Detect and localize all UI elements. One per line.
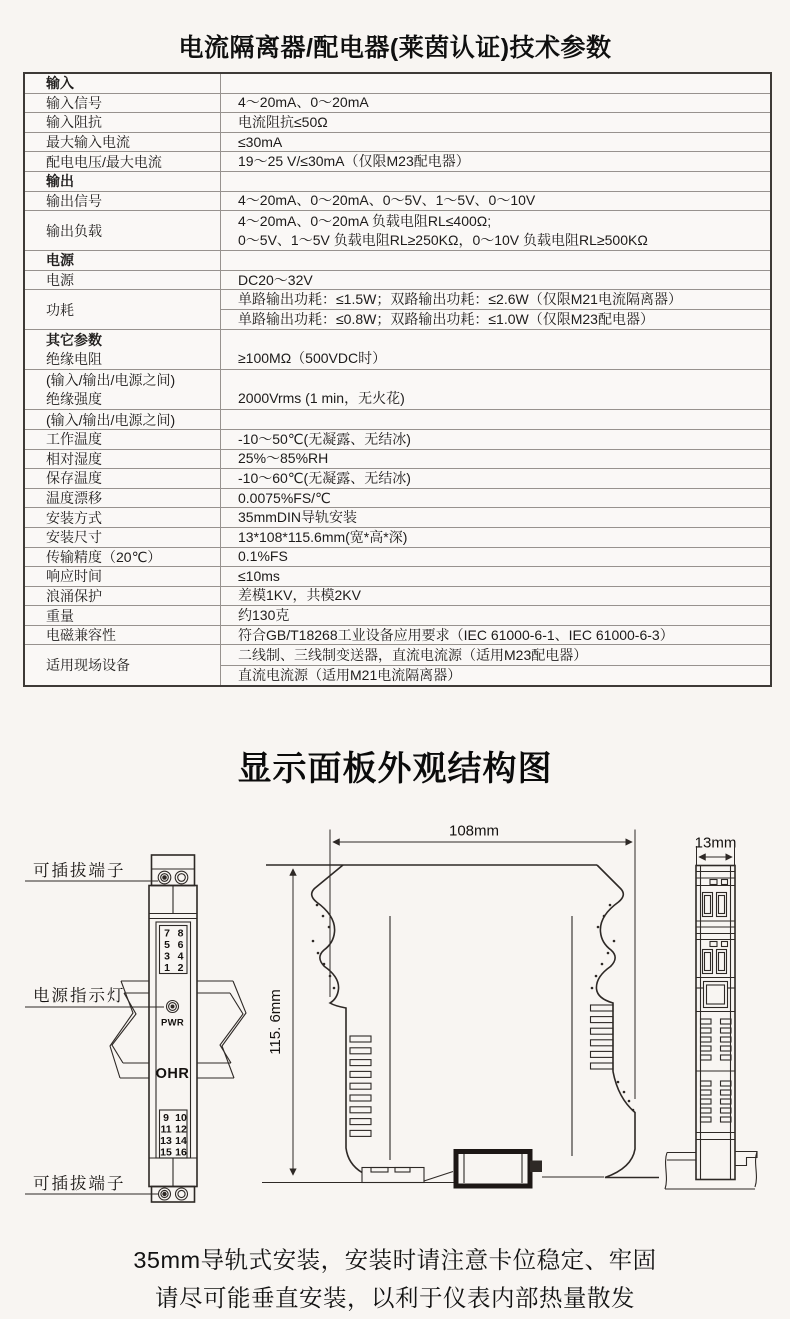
- spec-row: [25, 528, 770, 548]
- spec-value-line: 0.0075%FS/℃: [238, 489, 331, 506]
- spec-value: [221, 606, 770, 625]
- spec-value-line: 25%～85%RH: [238, 450, 329, 467]
- spec-value: [221, 410, 770, 429]
- installation-note: [0, 1241, 790, 1317]
- spec-value: [221, 548, 770, 567]
- latch-clip-icon: [456, 1152, 530, 1187]
- spec-value: [221, 567, 770, 586]
- spec-label: 响应时间: [25, 567, 221, 586]
- installation-note-line2: 请尽可能垂直安装，以利于仪表内部热量散发: [155, 1285, 635, 1311]
- side-view: [262, 823, 659, 1187]
- pin-number: 9: [163, 1112, 169, 1124]
- spec-label: 输入: [25, 74, 221, 93]
- vent-slots-left: [350, 1036, 371, 1136]
- spec-value-line: 差模1KV，共模2KV: [238, 587, 361, 604]
- spec-label: 输出信号: [25, 192, 221, 211]
- spec-label: 适用现场设备: [25, 645, 221, 685]
- pin-number: 11: [160, 1123, 172, 1136]
- spec-value: [221, 450, 770, 469]
- spec-value-line: 单路输出功耗：≤0.8W；双路输出功耗：≤1.0W（仅限M23配电器）: [238, 311, 654, 328]
- diagram-section-title: 显示面板外观结构图: [237, 750, 553, 788]
- dim-115mm-label: 115. 6mm: [267, 989, 284, 1055]
- spec-value: [221, 290, 770, 329]
- spec-label: 安装方式: [25, 508, 221, 527]
- spec-value: [221, 626, 770, 645]
- spec-value-line: 0.1%FS: [238, 548, 288, 565]
- vent-slots-right: [591, 1005, 614, 1069]
- din-rail-icon: [110, 981, 246, 1078]
- pin-number: 12: [175, 1123, 187, 1136]
- spec-row: [25, 271, 770, 291]
- spec-value: [221, 587, 770, 606]
- edge-view: [665, 835, 757, 1190]
- pin-number: 14: [175, 1135, 187, 1147]
- spec-label: 重量: [25, 606, 221, 625]
- spec-row: [25, 172, 770, 192]
- pin-number: 15: [160, 1146, 172, 1159]
- spec-value-line: 13*108*115.6mm(宽*高*深): [238, 528, 408, 545]
- spec-value: [221, 113, 770, 132]
- spec-value-line: 35mmDIN导轨安装: [238, 509, 358, 526]
- pin-number: 8: [177, 927, 184, 940]
- spec-row: [25, 152, 770, 172]
- spec-row: [25, 133, 770, 153]
- spec-value-line: 0～5V、1～5V 负载电阻RL≥250KΩ，0～10V 负载电阻RL≥500KΩ: [238, 231, 648, 248]
- spec-label: 输入信号: [25, 94, 221, 113]
- pin-number: 7: [164, 927, 170, 940]
- spec-value: [221, 330, 770, 369]
- brand-logo: OHR: [155, 1066, 190, 1082]
- spec-value-line: 4～20mA、0～20mA、0～5V、1～5V、0～10V: [238, 192, 536, 209]
- spec-value-line: ≥100MΩ（500VDC时）: [238, 350, 387, 367]
- spec-row: [25, 410, 770, 430]
- spec-label: 传输精度（20℃）: [25, 548, 221, 567]
- page-title: 电流隔离器/配电器(莱茵认证)技术参数: [178, 34, 612, 62]
- spec-value-line: 2000Vrms (1 min，无火花): [238, 390, 405, 407]
- spec-row: [25, 469, 770, 489]
- spec-value: [221, 192, 770, 211]
- spec-value: [221, 251, 770, 270]
- pin-number: 10: [175, 1112, 187, 1124]
- terminal-numbers-bottom: [160, 1110, 188, 1159]
- spec-value-line: ≤30mA: [238, 133, 283, 150]
- spec-label: 功耗: [25, 290, 221, 329]
- bottom-terminal-label: 可插拔端子: [33, 1175, 126, 1193]
- spec-value: [221, 528, 770, 547]
- spec-label: (输入/输出/电源之间): [25, 410, 221, 429]
- spec-row: [25, 450, 770, 470]
- pin-number: 6: [177, 939, 184, 951]
- spec-row: [25, 626, 770, 646]
- spec-value-line: 电流阻抗≤50Ω: [238, 113, 328, 130]
- spec-value-line: 4～20mA、0～20mA 负载电阻RL≤400Ω;: [238, 212, 492, 229]
- spec-value-line: 约130克: [238, 607, 290, 624]
- edge-din-rail-icon: [665, 1152, 757, 1190]
- spec-value-line: 直流电流源（适用M21电流隔离器）: [238, 667, 462, 684]
- spec-value-line: -10～60℃(无凝露、无结冰): [238, 469, 411, 486]
- pin-number: 5: [164, 939, 170, 951]
- spec-label: 输入阻抗: [25, 113, 221, 132]
- spec-value: [221, 172, 770, 191]
- spec-value: [221, 489, 770, 508]
- rail-latch: [262, 1152, 604, 1187]
- spec-label: 浪涌保护: [25, 587, 221, 606]
- dim-13mm-label: 13mm: [694, 834, 737, 852]
- spec-label: 保存温度: [25, 469, 221, 488]
- pin-number: 4: [177, 950, 184, 963]
- spec-value-line: 二线制、三线制变送器，直流电流源（适用M23配电器）: [221, 645, 770, 666]
- spec-label: 电磁兼容性: [25, 626, 221, 645]
- spec-row: [25, 567, 770, 587]
- spec-value: [221, 94, 770, 113]
- spec-row: [25, 94, 770, 114]
- front-view: [25, 855, 246, 1202]
- pin-number: 13: [160, 1135, 172, 1147]
- spec-row: [25, 587, 770, 607]
- spec-value: [221, 430, 770, 449]
- spec-label: 最大输入电流: [25, 133, 221, 152]
- terminal-numbers-top: [160, 926, 188, 975]
- spec-label: 温度漂移: [25, 489, 221, 508]
- spec-row: [25, 330, 770, 370]
- spec-label: 工作温度: [25, 430, 221, 449]
- dim-108mm-label: 108mm: [448, 822, 500, 840]
- power-led-icon: [167, 1001, 179, 1013]
- spec-value-line: 单路输出功耗：≤1.5W；双路输出功耗：≤2.6W（仅限M21电流隔离器）: [221, 290, 770, 310]
- spec-row: [25, 548, 770, 568]
- spec-value: [221, 133, 770, 152]
- spec-row: [25, 430, 770, 450]
- spec-label: 电源: [25, 251, 221, 270]
- pin-number: 1: [164, 962, 170, 974]
- structure-diagram: [0, 815, 790, 1215]
- spec-value-line: 19～25 V/≤30mA（仅限M23配电器）: [238, 153, 470, 170]
- spec-row: [25, 192, 770, 212]
- spec-value-line: -10～50℃(无凝露、无结冰): [238, 430, 411, 447]
- spec-value-line: 符合GB/T18268工业设备应用要求（IEC 61000-6-1、IEC 61000-6-3）: [238, 626, 674, 643]
- top-terminal-label: 可插拔端子: [33, 862, 126, 880]
- spec-value: [221, 469, 770, 488]
- spec-label: 输出负载: [25, 211, 221, 250]
- pin-number: 16: [175, 1146, 187, 1159]
- power-led-label: 电源指示灯: [33, 987, 126, 1005]
- spec-value: [221, 645, 770, 685]
- spec-row: [25, 508, 770, 528]
- break-dots: [312, 904, 635, 1112]
- spec-label: 配电电压/最大电流: [25, 152, 221, 171]
- spec-row: [25, 113, 770, 133]
- spec-row: [25, 251, 770, 271]
- spec-value: [221, 370, 770, 409]
- spec-value-line: DC20～32V: [238, 271, 313, 288]
- spec-value: [221, 211, 770, 250]
- spec-label: 输出: [25, 172, 221, 191]
- spec-row: [25, 606, 770, 626]
- spec-label: 其它参数 绝缘电阻: [25, 330, 221, 369]
- spec-label: 安装尺寸: [25, 528, 221, 547]
- spec-row: [25, 370, 770, 410]
- pin-number: 3: [164, 950, 170, 963]
- spec-value: [221, 74, 770, 93]
- spec-value-line: ≤10ms: [238, 567, 280, 584]
- led-label: PWR: [160, 1017, 185, 1029]
- spec-row: [25, 211, 770, 251]
- spec-value-line: 4～20mA、0～20mA: [238, 94, 369, 111]
- spec-label: 电源: [25, 271, 221, 290]
- installation-note-line1: 35mm导轨式安装，安装时请注意卡位稳定、牢固: [133, 1247, 657, 1273]
- spec-value: [221, 152, 770, 171]
- spec-row: [25, 645, 770, 685]
- spec-label: (输入/输出/电源之间) 绝缘强度: [25, 370, 221, 409]
- spec-table: [23, 72, 772, 687]
- spec-row: [25, 290, 770, 330]
- screw-icon: [162, 875, 167, 880]
- spec-label: 相对湿度: [25, 450, 221, 469]
- spec-row: [25, 489, 770, 509]
- pin-number: 2: [177, 962, 184, 974]
- spec-value: [221, 271, 770, 290]
- spec-value: [221, 508, 770, 527]
- spec-row: [25, 74, 770, 94]
